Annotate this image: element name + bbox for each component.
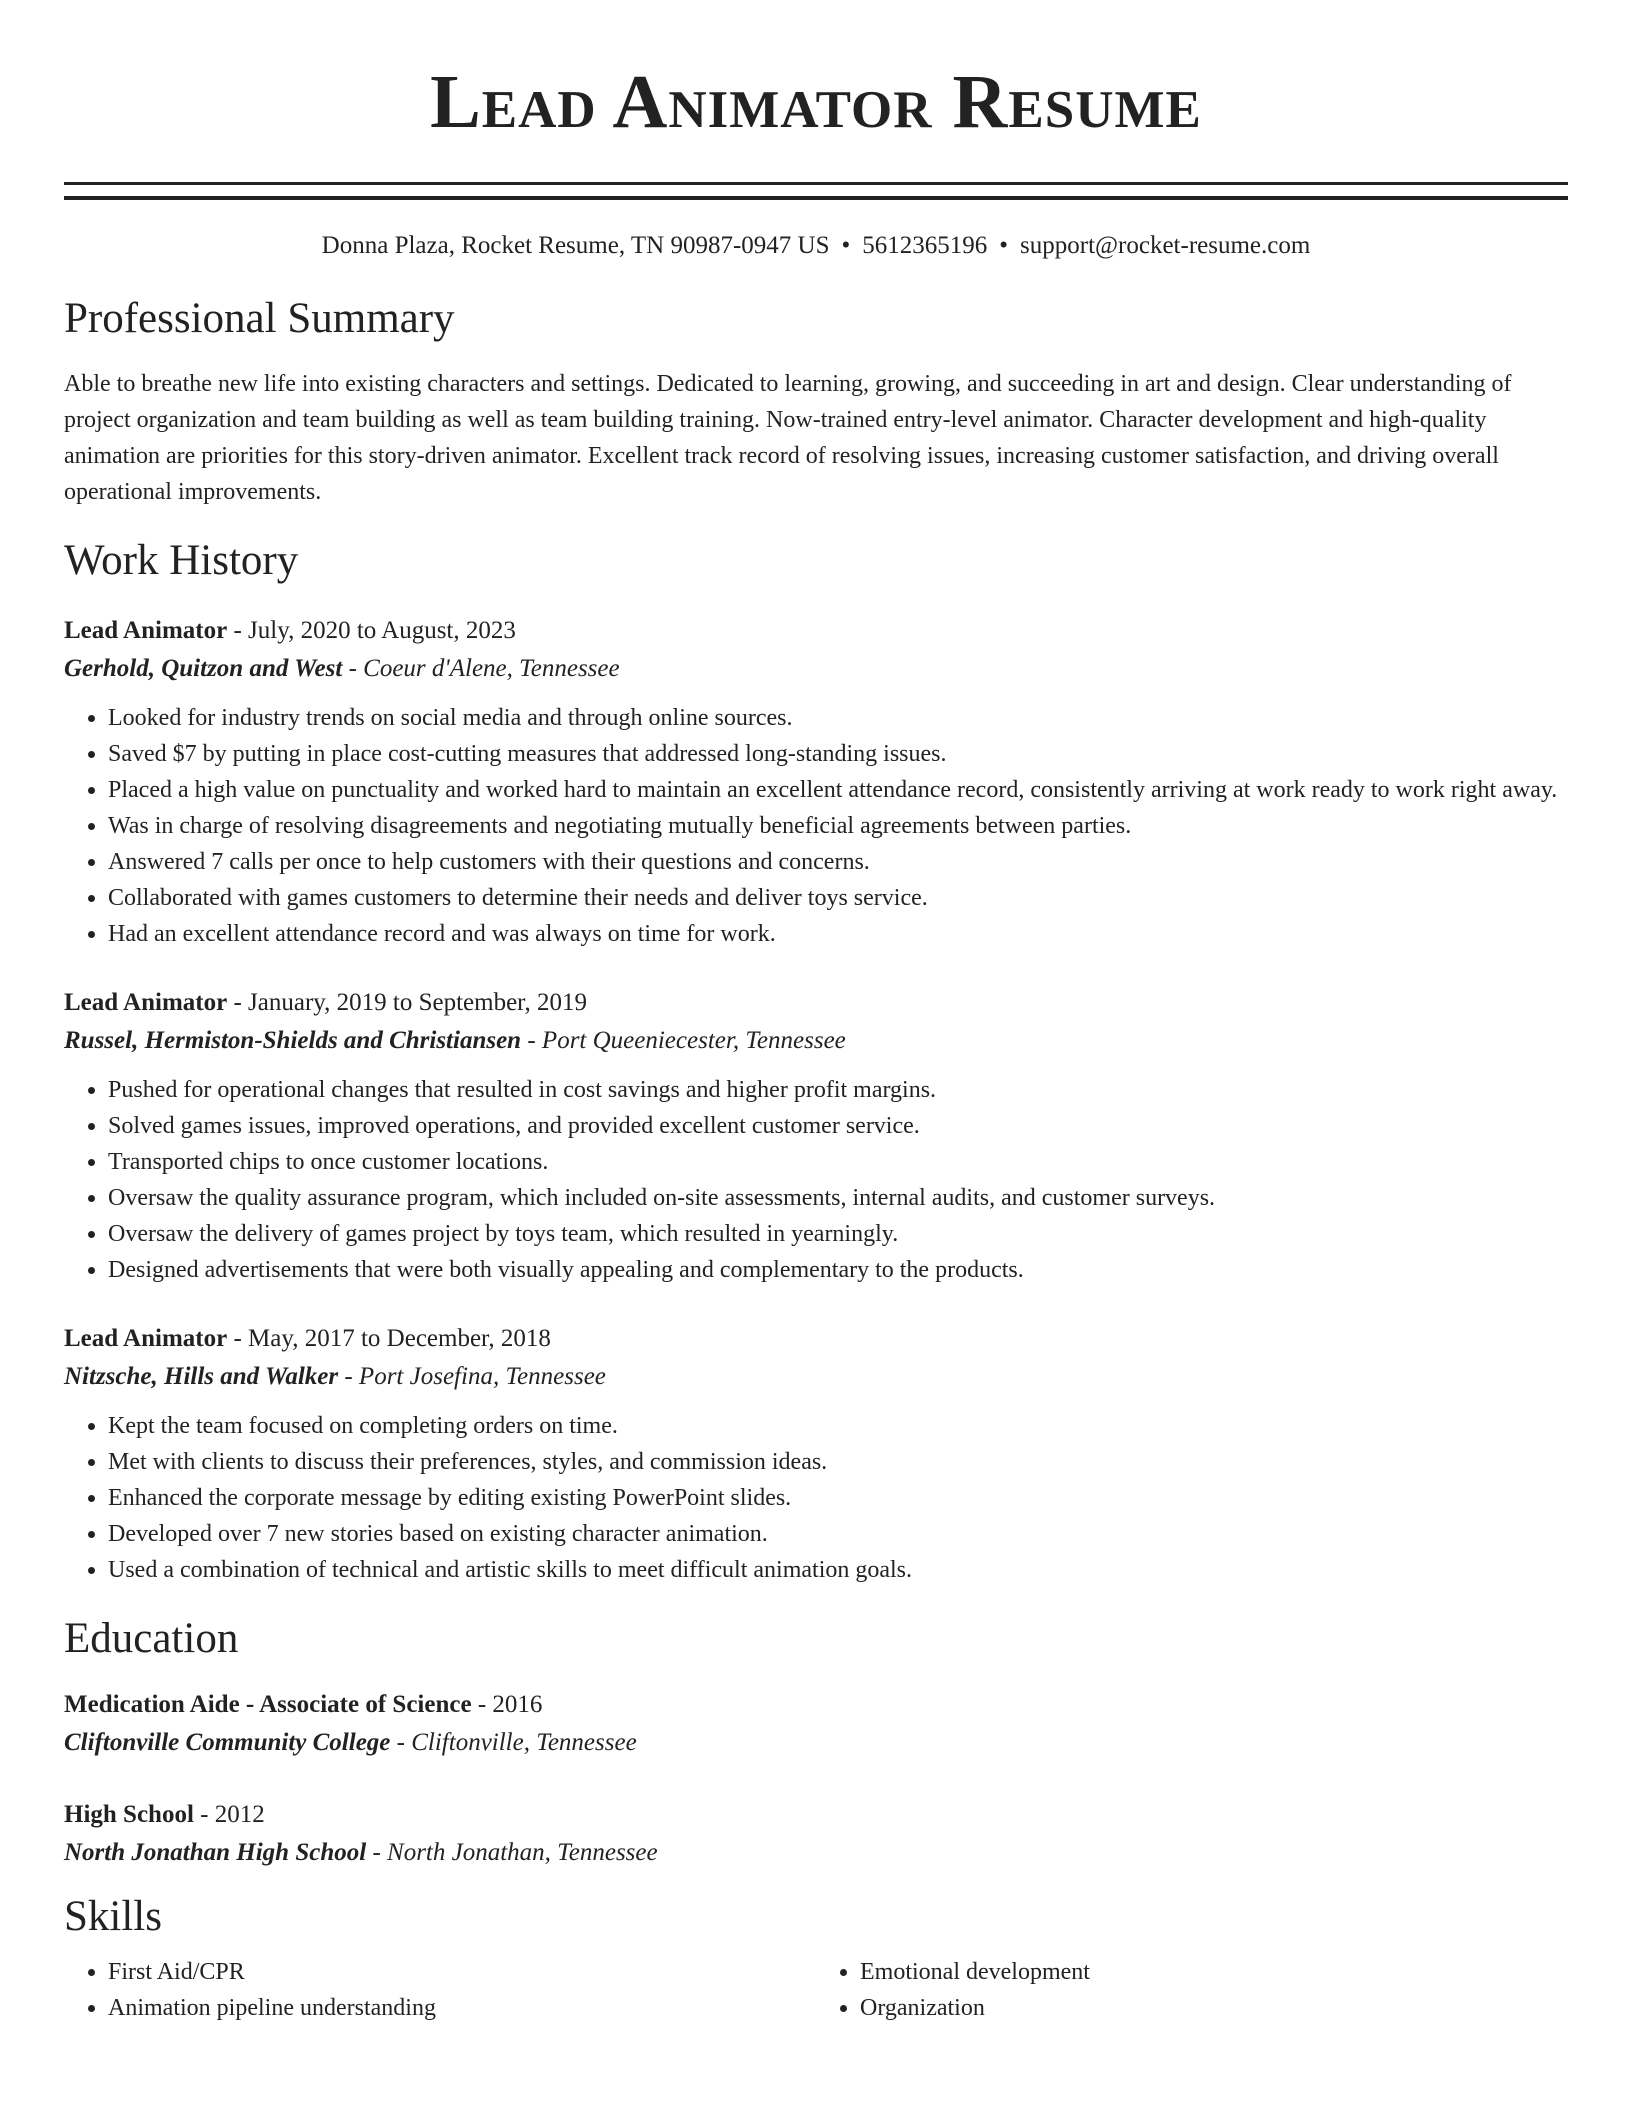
education-entry <box>64 1686 1568 1762</box>
job-bullet: • Looked for industry trends on social media and through online sources. <box>108 700 1568 736</box>
job-location: - Coeur d'Alene, Tennessee <box>342 655 620 682</box>
job-bullet: • Placed a high value on punctuality and worked hard to maintain an excellent attendance record, consistently arriving at work ready to work right away. <box>108 772 1568 808</box>
job-bullet: • Used a combination of technical and artistic skills to meet difficult animation goals. <box>108 1552 1568 1588</box>
education-degree-line <box>64 1686 1568 1724</box>
skills-grid <box>64 1954 1568 2026</box>
skill-item: • Organization <box>860 1990 1568 2026</box>
education-degree-line <box>64 1796 1568 1834</box>
education-year: - 2016 <box>471 1691 543 1718</box>
job-company: Gerhold, Quitzon and West <box>64 655 343 682</box>
summary-text: Able to breathe new life into existing characters and settings. Dedicated to learning, growing, and succeeding in art and design. Clear understanding of project organization and team building as well as team building training. Now-trained entry-level animator. Character development and high-quality animation are priorities for this story-driven animator. Excellent track record of resolving issues, increasing customer satisfaction, and driving overall operational improvements. <box>64 371 1512 505</box>
job-title-line <box>64 612 1568 650</box>
contact-separator: • <box>841 232 851 259</box>
job-title: Lead Animator <box>64 617 228 644</box>
job-bullets <box>64 1408 1568 1588</box>
job-location: - Port Queeniecester, Tennessee <box>521 1027 846 1054</box>
job-company-line <box>64 650 1568 688</box>
job-bullet: • Oversaw the quality assurance program, which included on-site assessments, internal audits, and customer surveys. <box>108 1180 1568 1216</box>
education-school: North Jonathan High School <box>64 1839 367 1866</box>
job-bullet: • Collaborated with games customers to determine their needs and deliver toys service. <box>108 880 1568 916</box>
job-bullet: • Solved games issues, improved operations, and provided excellent customer service. <box>108 1108 1568 1144</box>
job-dates: - January, 2019 to September, 2019 <box>227 989 588 1016</box>
contact-email: support@rocket-resume.com <box>1020 232 1311 259</box>
job-bullet: • Kept the team focused on completing orders on time. <box>108 1408 1568 1444</box>
contact-address: Donna Plaza, Rocket Resume, TN 90987-0947 US <box>321 232 830 259</box>
job-title: Lead Animator <box>64 989 228 1016</box>
skills-column-right <box>816 1954 1568 2026</box>
job-bullet: • Pushed for operational changes that resulted in cost savings and higher profit margins. <box>108 1072 1568 1108</box>
education-degree: High School <box>64 1801 194 1828</box>
job-bullet: • Enhanced the corporate message by editing existing PowerPoint slides. <box>108 1480 1568 1516</box>
job-company-line <box>64 1022 1568 1060</box>
job-bullet: • Designed advertisements that were both visually appealing and complementary to the products. <box>108 1252 1568 1288</box>
skills-heading: Skills <box>64 1893 162 1940</box>
job-bullets <box>64 1072 1568 1288</box>
job-dates: - May, 2017 to December, 2018 <box>227 1325 551 1352</box>
job-bullet: • Saved $7 by putting in place cost-cutting measures that addressed long-standing issues. <box>108 736 1568 772</box>
skill-item: • Animation pipeline understanding <box>108 1990 816 2026</box>
job-entry <box>64 984 1568 1288</box>
job-location: - Port Josefina, Tennessee <box>338 1363 606 1390</box>
job-bullets <box>64 700 1568 952</box>
contact-phone: 5612365196 <box>862 232 988 259</box>
job-bullet: • Answered 7 calls per once to help customers with their questions and concerns. <box>108 844 1568 880</box>
job-dates: - July, 2020 to August, 2023 <box>227 617 516 644</box>
job-bullet: • Oversaw the delivery of games project by toys team, which resulted in yearningly. <box>108 1216 1568 1252</box>
skill-item: • First Aid/CPR <box>108 1954 816 1990</box>
education-location: - Cliftonville, Tennessee <box>390 1729 637 1756</box>
job-title: Lead Animator <box>64 1325 228 1352</box>
job-title-line <box>64 984 1568 1022</box>
job-company-line <box>64 1358 1568 1396</box>
education-entry <box>64 1796 1568 1872</box>
job-bullet: • Was in charge of resolving disagreements and negotiating mutually beneficial agreements between parties. <box>108 808 1568 844</box>
education-school: Cliftonville Community College <box>64 1729 391 1756</box>
job-entry <box>64 1320 1568 1588</box>
summary-heading: Professional Summary <box>64 295 455 342</box>
job-bullet: • Had an excellent attendance record and was always on time for work. <box>108 916 1568 952</box>
skill-item: • Emotional development <box>860 1954 1568 1990</box>
job-entry <box>64 612 1568 952</box>
job-bullet: • Met with clients to discuss their preferences, styles, and commission ideas. <box>108 1444 1568 1480</box>
work-history-heading: Work History <box>64 537 299 584</box>
education-year: - 2012 <box>193 1801 265 1828</box>
title-double-rule <box>64 182 1568 200</box>
job-bullet: • Developed over 7 new stories based on existing character animation. <box>108 1516 1568 1552</box>
job-company: Russel, Hermiston-Shields and Christiansen <box>64 1027 522 1054</box>
education-heading: Education <box>64 1615 239 1662</box>
resume-title: Lead Animator Resume <box>430 60 1202 144</box>
education-degree: Medication Aide - Associate of Science <box>64 1691 472 1718</box>
contact-separator: • <box>999 232 1009 259</box>
contact-line <box>64 230 1568 262</box>
education-school-line <box>64 1834 1568 1872</box>
education-school-line <box>64 1724 1568 1762</box>
skills-column-left <box>64 1954 816 2026</box>
job-title-line <box>64 1320 1568 1358</box>
job-company: Nitzsche, Hills and Walker <box>64 1363 339 1390</box>
education-location: - North Jonathan, Tennessee <box>366 1839 658 1866</box>
job-bullet: • Transported chips to once customer locations. <box>108 1144 1568 1180</box>
